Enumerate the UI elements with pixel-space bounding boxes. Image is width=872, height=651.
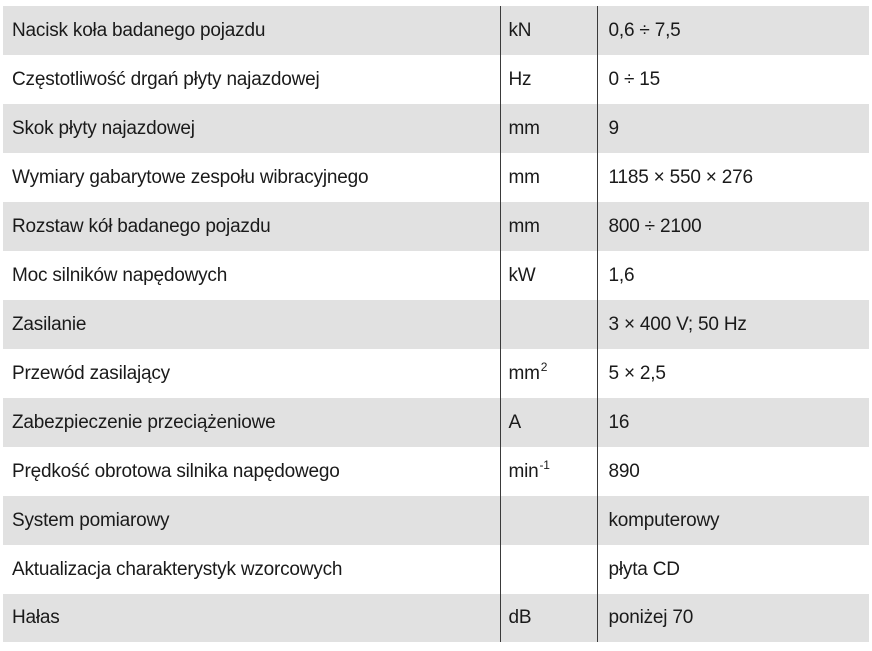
parameter-cell: Aktualizacja charakterystyk wzorcowych	[3, 545, 500, 594]
parameter-cell: Skok płyty najazdowej	[3, 104, 500, 153]
unit-cell	[500, 6, 597, 55]
unit-text: dB	[508, 607, 532, 628]
value-cell: 5 × 2,5	[597, 349, 869, 398]
unit-superscript: -1	[539, 457, 550, 472]
value-cell: 1,6	[597, 251, 869, 300]
specifications-table	[3, 6, 869, 642]
unit-cell	[500, 545, 597, 594]
unit-cell	[500, 55, 597, 104]
unit-cell	[500, 202, 597, 251]
value-cell: 1185 × 550 × 276	[597, 153, 869, 202]
unit-text: min	[508, 460, 539, 482]
parameter-cell: Hałas	[3, 594, 500, 642]
value-cell: 0,6 ÷ 7,5	[597, 6, 869, 55]
specifications-table-body	[3, 6, 869, 642]
table-row	[3, 496, 869, 545]
table-row	[3, 398, 869, 447]
value-cell: 3 × 400 V; 50 Hz	[597, 300, 869, 349]
parameter-cell: Rozstaw kół badanego pojazdu	[3, 202, 500, 251]
table-row	[3, 6, 869, 55]
table-row	[3, 104, 869, 153]
unit-text: kN	[508, 19, 532, 41]
value-cell: 890	[597, 447, 869, 496]
parameter-cell: Częstotliwość drgań płyty najazdowej	[3, 55, 500, 104]
parameter-cell: Przewód zasilający	[3, 349, 500, 398]
unit-text: mm	[508, 215, 540, 237]
value-cell: poniżej 70	[597, 594, 869, 642]
unit-text: mm	[508, 117, 540, 139]
value-cell: płyta CD	[597, 545, 869, 594]
table-row	[3, 153, 869, 202]
unit-cell	[500, 349, 597, 398]
value-cell: 0 ÷ 15	[597, 55, 869, 104]
parameter-cell: System pomiarowy	[3, 496, 500, 545]
table-row	[3, 55, 869, 104]
unit-cell	[500, 398, 597, 447]
unit-cell	[500, 594, 597, 642]
value-cell: 9	[597, 104, 869, 153]
table-row	[3, 594, 869, 642]
unit-cell	[500, 251, 597, 300]
table-row	[3, 447, 869, 496]
value-cell: komputerowy	[597, 496, 869, 545]
unit-cell	[500, 496, 597, 545]
unit-text: mm	[508, 166, 540, 188]
parameter-cell: Zabezpieczenie przeciążeniowe	[3, 398, 500, 447]
parameter-cell: Nacisk koła badanego pojazdu	[3, 6, 500, 55]
parameter-cell: Wymiary gabarytowe zespołu wibracyjnego	[3, 153, 500, 202]
parameter-cell: Prędkość obrotowa silnika napędowego	[3, 447, 500, 496]
unit-cell	[500, 104, 597, 153]
unit-cell	[500, 447, 597, 496]
unit-text: A	[508, 411, 521, 433]
unit-superscript: 2	[540, 359, 548, 374]
table-row	[3, 300, 869, 349]
unit-text: kW	[508, 264, 536, 286]
parameter-cell: Zasilanie	[3, 300, 500, 349]
unit-cell	[500, 153, 597, 202]
unit-cell	[500, 300, 597, 349]
table-row	[3, 251, 869, 300]
unit-text: Hz	[508, 68, 532, 90]
table-row	[3, 202, 869, 251]
table-row	[3, 545, 869, 594]
table-row	[3, 349, 869, 398]
value-cell: 16	[597, 398, 869, 447]
unit-text: mm	[508, 362, 540, 384]
parameter-cell: Moc silników napędowych	[3, 251, 500, 300]
value-cell: 800 ÷ 2100	[597, 202, 869, 251]
